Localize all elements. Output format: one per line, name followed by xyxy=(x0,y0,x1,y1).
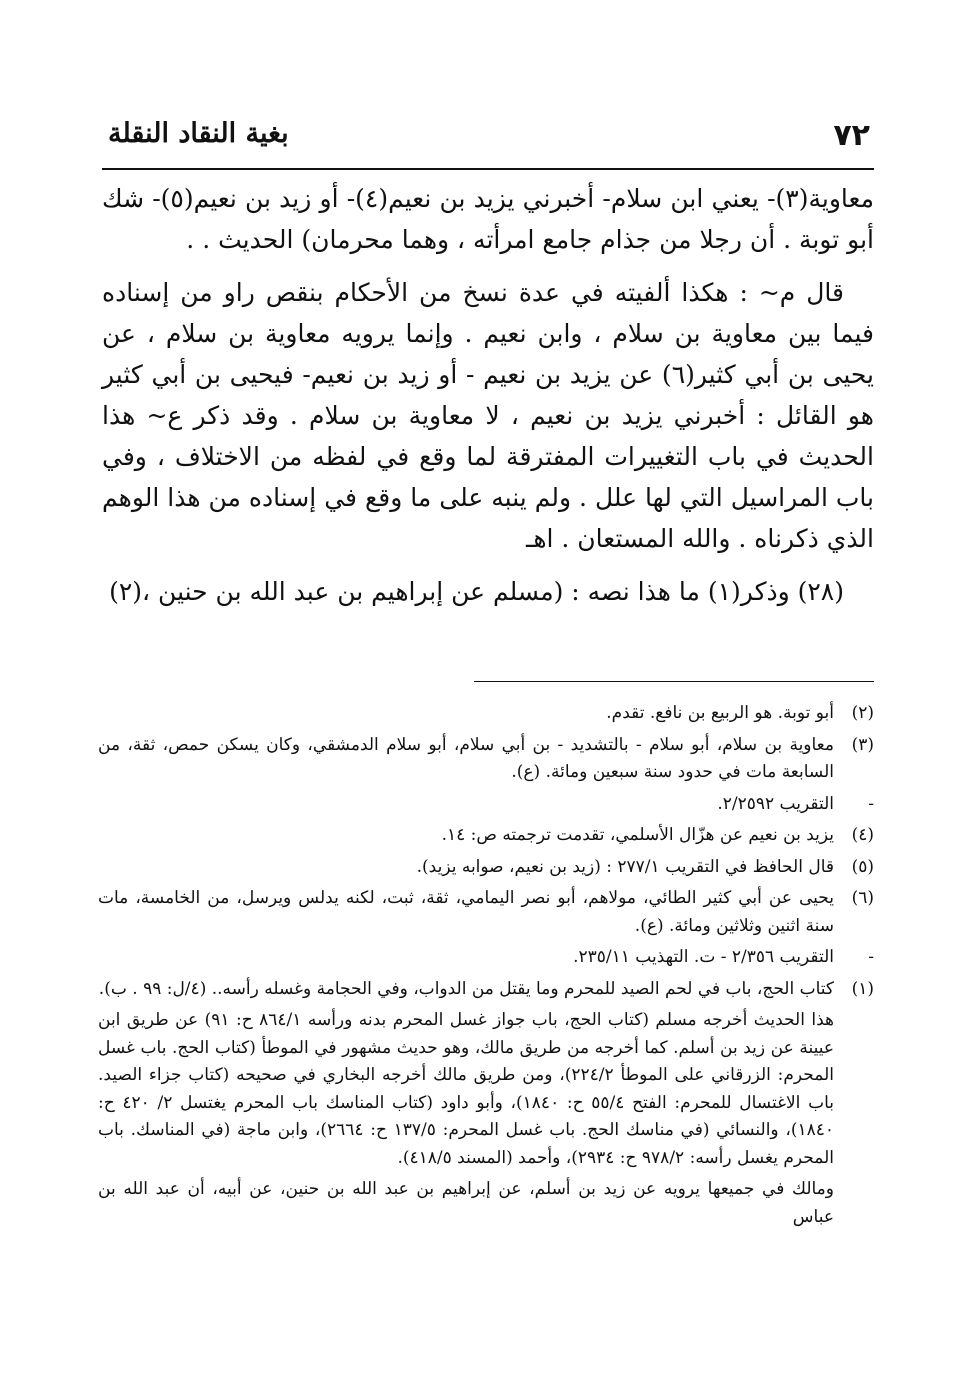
footnote xyxy=(98,885,874,940)
footnote-text: هذا الحديث أخرجه مسلم (كتاب الحج، باب جواز غسل المحرم بدنه ورأسه ٨٦٤/١ ح: ٩١) عن طريق ابن عيينة عن زيد بن أسلم. كما أخرجه من طريق مالك، وهو حديث مشهور في الموطأ (كتاب الحج. باب غسل المحرم: الزرقاني على الموطأ ٢٢٤/٢)، ومن طريق مالك أخرجه البخاري في صحيحه (كتاب جزاء الصيد. باب الاغتسال للمحرم: الفتح ٥٥/٤ ح: ١٨٤٠)، وأبو داود (كتاب المناسك باب المحرم يغتسل ٢/ ٤٢٠ ح: ١٨٤٠)، والنسائي (في مناسك الحج. باب غسل المحرم: ١٣٧/٥ ح: ٢٦٦٤)، وابن ماجة (في المناسك. باب المحرم يغسل رأسه: ٩٧٨/٢ ح: ٢٩٣٤)، وأحمد (المسند ٤١٨/٥). xyxy=(98,1010,835,1168)
footnote xyxy=(98,700,874,728)
footnote xyxy=(98,732,874,787)
footnote-text: قال الحافظ في التقريب ٢٧٧/١ : (زيد بن نعيم، صوابه يزيد). xyxy=(416,856,834,877)
header-rule xyxy=(102,168,874,170)
body-paragraph: قال م~ : هكذا ألفيته في عدة نسخ من الأحكام بنقص راو من إسناده فيما بين معاوية بن سلام ، وابن نعيم . وإنما يرويه معاوية بن سلام ، عن يحيى بن أبي كثير(٦) عن يزيد بن نعيم - أو زيد بن نعيم- فيحيى بن أبي كثير هو القائل : أخبرني يزيد بن نعيم ، لا معاوية بن سلام . وقد ذكر ع~ هذا الحديث في باب التغييرات المفترقة لما وقع في لفظه من الاختلاف ، وفي باب المراسيل التي لها علل . ولم ينبه على ما وقع في إسناده من هذا الوهم الذي ذكرناه . والله المستعان . اهـ xyxy=(102,278,874,553)
footnote-number: (٦) xyxy=(851,888,874,908)
page-number: ٧٢ xyxy=(833,118,870,153)
footnote-number: (١) xyxy=(851,978,874,999)
footnote xyxy=(98,791,874,819)
main-text xyxy=(102,178,874,612)
footnote-text: التقريب ٢/٢٥٩٢. xyxy=(717,793,834,814)
footnotes xyxy=(98,700,874,1235)
footnote-text: التقريب ٢/٣٥٦ - ت. التهذيب ٢٣٥/١١. xyxy=(573,947,834,967)
footnote xyxy=(98,976,874,1004)
footnote xyxy=(98,854,874,882)
body-paragraph: (٢٨) وذكر(١) ما هذا نصه : (مسلم عن إبراهيم بن عبد الله بن حنين ،(٢) xyxy=(109,577,844,606)
footnote-number: - xyxy=(868,947,874,967)
footnote-number: (٤) xyxy=(851,825,874,845)
footnote-rule xyxy=(474,681,874,682)
footnote-text: كتاب الحج، باب في لحم الصيد للمحرم وما يقتل من الدواب، وفي الحجامة وغسله رأسه.. (٤/ل: ٩٩ . ب). xyxy=(98,978,834,999)
footnote-text: أبو توبة. هو الربيع بن نافع. تقدم. xyxy=(606,703,834,723)
page-header xyxy=(100,110,876,158)
footnote-continuation xyxy=(98,1176,874,1231)
footnote-text: يزيد بن نعيم عن هزّال الأسلمي، تقدمت ترجمته ص: ١٤. xyxy=(441,825,834,845)
footnote xyxy=(98,822,874,850)
footnote-continuation xyxy=(98,1007,874,1172)
footnote-number: (٢) xyxy=(851,703,874,723)
body-paragraph: معاوية(٣)- يعني ابن سلام- أخبرني يزيد بن نعيم(٤)- أو زيد بن نعيم(٥)- شك أبو توبة . أن رجلا من جذام جامع امرأته ، وهما محرمان) الحديث . . xyxy=(102,184,874,254)
footnote-number: (٣) xyxy=(851,734,874,755)
footnote-text: ومالك في جميعها يرويه عن زيد بن أسلم، عن إبراهيم بن عبد الله بن حنين، عن أبيه، أن عبد الله بن عباس xyxy=(98,1179,834,1227)
footnote-text: معاوية بن سلام، أبو سلام - بالتشديد - بن أبي سلام، أبو سلام الدمشقي، وكان يسكن حمص، ثقة، من السابعة مات في حدود سنة سبعين ومائة. (ع). xyxy=(98,734,834,782)
footnote xyxy=(98,944,874,972)
footnote-number: (٥) xyxy=(851,856,874,877)
footnote-number: - xyxy=(868,793,874,814)
footnote-text: يحيى عن أبي كثير الطائي، مولاهم، أبو نصر اليمامي، ثقة، ثبت، لكنه يدلس ويرسل، من الخامسة، مات سنة اثنين وثلاثين ومائة. (ع). xyxy=(98,888,834,936)
running-title: بغية النقاد النقلة xyxy=(108,118,289,149)
